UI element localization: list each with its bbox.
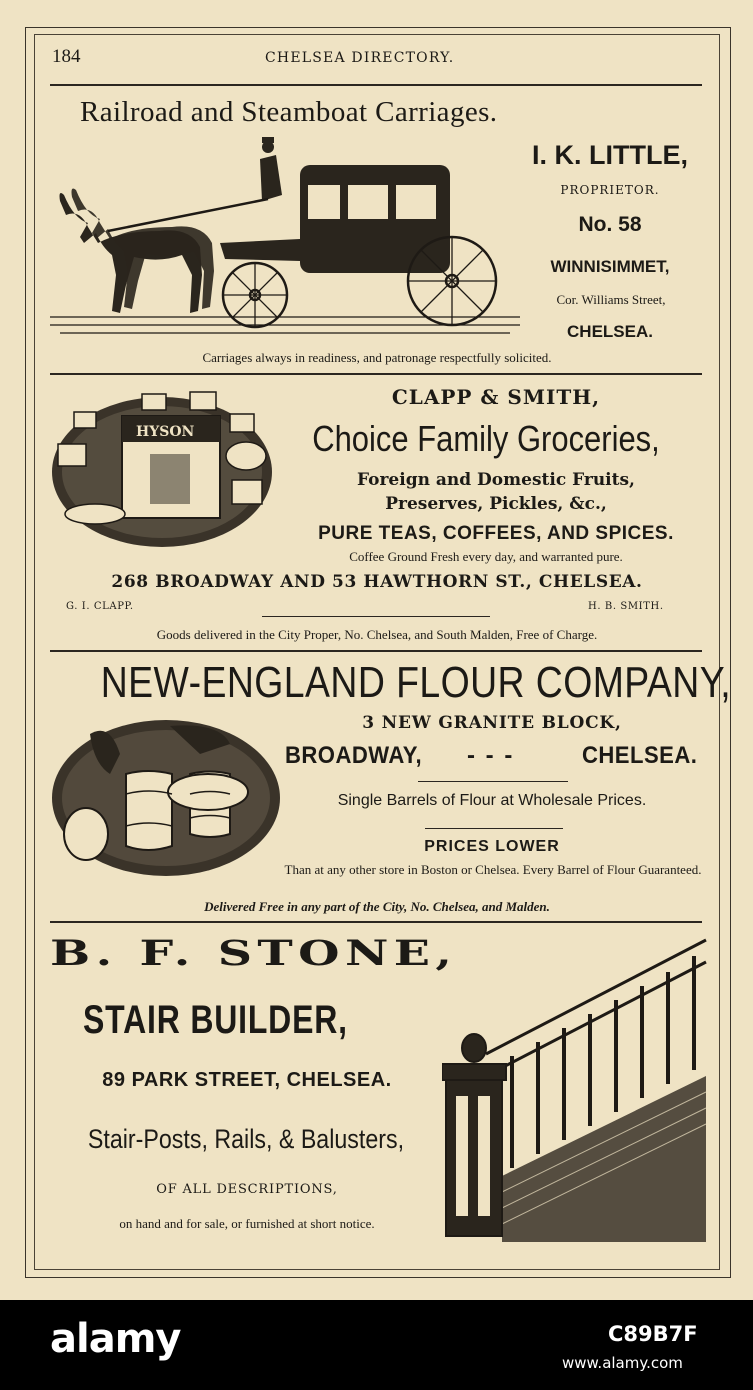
ad-divider	[50, 921, 702, 923]
stair-builder-trade: STAIR BUILDER,	[83, 998, 348, 1042]
carriage-engraving	[50, 135, 525, 345]
flour-rule-1	[418, 781, 568, 782]
page-number: 184	[52, 46, 81, 67]
flour-wholesale: Single Barrels of Flour at Wholesale Prices.	[337, 792, 647, 809]
proprietor-title: PROPRIETOR.	[560, 183, 660, 197]
ad-divider	[50, 650, 702, 652]
flour-dashes: - - -	[467, 742, 515, 769]
groceries-line-teas: PURE TEAS, COFFEES, AND SPICES.	[318, 523, 674, 544]
stock-url: www.alamy.com	[562, 1354, 683, 1372]
groceries-engraving	[50, 384, 275, 559]
street-name: WINNISIMMET,	[550, 257, 670, 276]
partners-rule	[262, 616, 490, 617]
carriages-headline: Railroad and Steamboat Carriages.	[80, 96, 498, 128]
ad-divider	[50, 373, 702, 375]
flour-headline: NEW-ENGLAND FLOUR COMPANY,	[100, 658, 732, 707]
partner-clapp: G. I. CLAPP.	[66, 601, 134, 612]
stair-builder-descriptions: OF ALL DESCRIPTIONS,	[156, 1182, 338, 1197]
groceries-line-fruits: Foreign and Domestic Fruits,	[357, 470, 635, 490]
running-title: CHELSEA DIRECTORY.	[265, 50, 455, 66]
flour-engraving	[50, 714, 282, 882]
flour-guarantee: Than at any other store in Boston or Chelsea. Every Barrel of Flour Guaranteed.	[284, 862, 702, 877]
groceries-footer: Goods delivered in the City Proper, No. Chelsea, and South Malden, Free of Charge.	[156, 627, 598, 642]
groceries-line-preserves: Preserves, Pickles, &c.,	[385, 494, 607, 514]
stock-logo: alamy	[50, 1316, 181, 1362]
flour-town: CHELSEA.	[582, 742, 698, 769]
partner-smith: H. B. SMITH.	[588, 601, 664, 612]
stair-builder-items: Stair-Posts, Rails, & Balusters,	[87, 1124, 405, 1154]
flour-block: 3 NEW GRANITE BLOCK,	[362, 713, 622, 733]
flour-street: BROADWAY,	[285, 742, 423, 769]
stair-builder-footer: on hand and for sale, or furnished at short notice.	[119, 1216, 375, 1231]
header-rule	[50, 84, 702, 86]
town-name: CHELSEA.	[567, 322, 653, 341]
flour-rule-2	[425, 828, 563, 829]
staircase-engraving	[442, 936, 708, 1242]
street-number: No. 58	[578, 213, 642, 236]
flour-prices-lower: PRICES LOWER	[424, 838, 560, 855]
proprietor-name: I. K. LITTLE,	[532, 140, 688, 170]
hyson-tea-label: HYSON	[136, 424, 195, 440]
flour-footer: Delivered Free in any part of the City, No. Chelsea, and Malden.	[204, 899, 550, 914]
stair-builder-address: 89 PARK STREET, CHELSEA.	[102, 1069, 392, 1091]
groceries-headline: Choice Family Groceries,	[312, 418, 660, 459]
groceries-line-coffee: Coffee Ground Fresh every day, and warranted pure.	[349, 549, 623, 564]
groceries-address: 268 BROADWAY AND 53 HAWTHORN ST., CHELSEA.	[111, 572, 643, 592]
stock-image-id: C89B7F	[608, 1322, 698, 1346]
street-corner: Cor. Williams Street,	[556, 292, 666, 307]
stair-builder-name: B. F. STONE,	[50, 934, 458, 974]
carriages-footer: Carriages always in readiness, and patronage respectfully solicited.	[202, 350, 552, 365]
grocers-firm: CLAPP & SMITH,	[391, 385, 601, 409]
